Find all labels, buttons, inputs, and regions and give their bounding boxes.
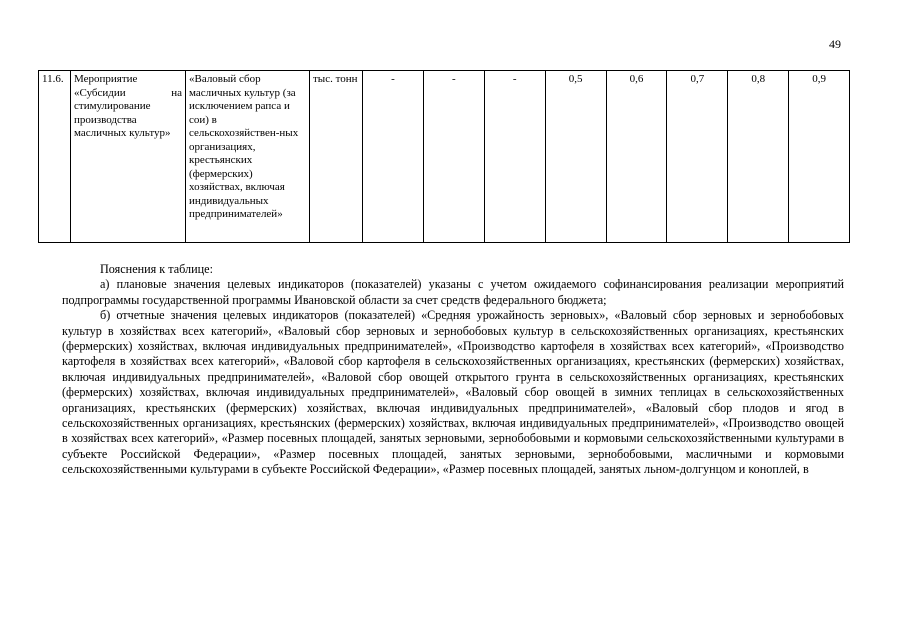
row-number-cell: 11.6.: [39, 71, 71, 243]
indicators-table: [38, 70, 850, 243]
value-cell: 0,9: [789, 71, 850, 243]
value-cell: 0,6: [606, 71, 667, 243]
event-cell: Мероприятие «Субсидии на стимулирование производства масличных культур»: [71, 71, 186, 243]
table-row: [39, 71, 850, 243]
notes-heading: Пояснения к таблице:: [100, 262, 213, 276]
value-cell: -: [363, 71, 424, 243]
value-cell: 0,7: [667, 71, 728, 243]
note-item-a: а) плановые значения целевых индикаторов (показателей) указаны с учетом ожидаемого софинансирования реализации мероприятий подпрограммы государственной программы Ивановской области за счет средств федерального бюджета;: [62, 277, 844, 307]
page-number: 49: [829, 37, 841, 51]
indicator-cell: «Валовый сбор масличных культур (за исключением рапса и сои) в сельскохозяйствен-ных организациях, крестьянских (фермерских) хозяйствах, включая индивидуальных предпринимателей»: [186, 71, 310, 243]
value-cell: 0,8: [728, 71, 789, 243]
value-cell: -: [484, 71, 545, 243]
value-cell: 0,5: [545, 71, 606, 243]
value-cell: -: [423, 71, 484, 243]
note-item-b: б) отчетные значения целевых индикаторов (показателей) «Средняя урожайность зерновых», «Валовый сбор зерновых и зернобобовых культур в хозяйствах всех категорий», «Валовый сбор зерновых и зернобобовых культур в сельскохозяйственных организациях, крестьянских (фермерских) хозяйствах, включая индивидуальных предпринимателей», «Производство картофеля в хозяйствах всех категорий», «Производство картофеля в хозяйствах всех категорий», «Валовой сбор картофеля в сельскохозяйственных организациях, крестьянских (фермерских) хозяйствах, включая индивидуальных предпринимателей», «Валовой сбор овощей открытого грунта в сельскохозяйственных организациях, крестьянских (фермерских) хозяйствах, включая индивидуальных предпринимателей», «Валовый сбор овощей в зимних теплицах в сельскохозяйственных организациях, крестьянских (фермерских) хозяйствах, включая индивидуальных предпринимателей», «Валовый сбор плодов и ягод в сельскохозяйственных организациях, крестьянских (фермерских) хозяйствах, включая индивидуальных предпринимателей», «Производство овощей в хозяйствах всех категорий», «Размер посевных площадей, занятых зерновыми, зернобобовыми и кормовыми сельскохозяйственными культурами в субъекте Российской Федерации», «Размер посевных площадей, занятых зерновыми, зернобобовыми, масличными и кормовыми сельскохозяйственными культурами в субъекте Российской Федерации», «Размер посевных площадей, занятых льном-долгунцом и коноплей, в: [62, 308, 844, 477]
unit-cell: тыс. тонн: [310, 71, 363, 243]
notes-section: [62, 262, 844, 478]
